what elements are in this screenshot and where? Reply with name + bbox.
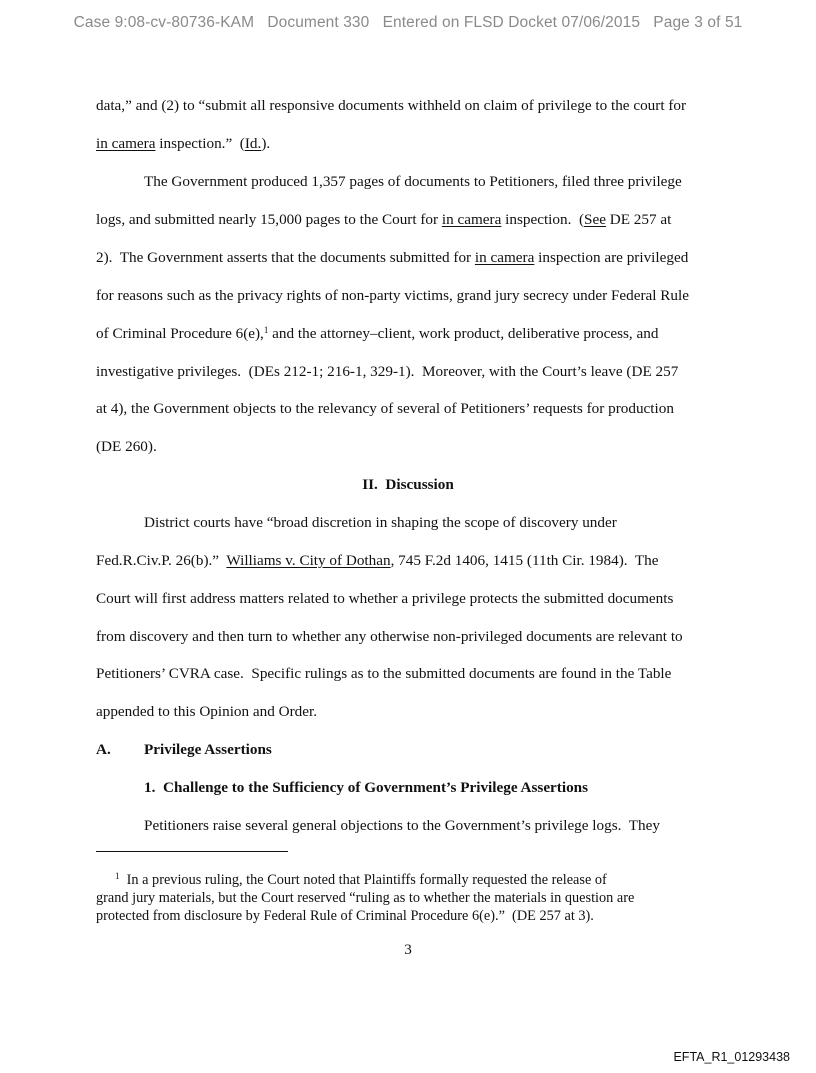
footnote-number: 1 [115, 871, 120, 881]
subheading-a-title: Privilege Assertions [144, 741, 272, 758]
body-line: Court will first address matters related to whether a privilege protects the submitted documents [96, 590, 674, 607]
italic-term: in camera [441, 211, 502, 228]
text-run: and the attorney–client, work product, deliberative process, and [268, 325, 659, 342]
text-run: ). [261, 135, 271, 152]
body-line: The Government produced 1,357 pages of documents to Petitioners, filed three privilege [144, 173, 682, 190]
body-line: at 4), the Government objects to the relevancy of several of Petitioners’ requests for production [96, 400, 674, 417]
text-run: , 745 F.2d 1406, 1415 (11th Cir. 1984). The [390, 552, 659, 569]
body-line: District courts have “broad discretion in shaping the scope of discovery under [144, 514, 617, 531]
text-run: 2). The Government asserts that the documents submitted for [96, 249, 475, 266]
case-citation: Williams v. City of Dothan [226, 552, 391, 569]
text-run: DE 257 at [605, 211, 672, 228]
body-line [96, 248, 816, 268]
page-number: 3 [404, 941, 412, 958]
italic-term: in camera [474, 249, 535, 266]
body-line: investigative privileges. (DEs 212-1; 216-1, 329-1). Moreover, with the Court’s leave (DE 257 [96, 363, 679, 380]
section-heading: II. Discussion [362, 476, 454, 493]
body-line: from discovery and then turn to whether any otherwise non-privileged documents are relevant to [96, 628, 683, 645]
bates-number: EFTA_R1_01293438 [673, 1050, 790, 1064]
footnote-line: protected from disclosure by Federal Rule of Criminal Procedure 6(e).” (DE 257 at 3). [96, 908, 594, 924]
text-run: In a previous ruling, the Court noted that Plaintiffs formally requested the release of [119, 872, 607, 888]
body-line [96, 324, 816, 344]
footnote-line [115, 871, 607, 889]
text-run: inspection. ( [501, 211, 585, 228]
text-run: inspection are privileged [534, 249, 689, 266]
footnote-ref[interactable]: 1 [263, 325, 269, 335]
body-line: Petitioners’ CVRA case. Specific rulings as to the submitted documents are found in the Table [96, 665, 672, 682]
italic-term: in camera [96, 135, 156, 152]
subheading-1: 1. Challenge to the Sufficiency of Government’s Privilege Assertions [144, 779, 589, 796]
footnote-line: grand jury materials, but the Court reserved “ruling as to whether the materials in question are [96, 890, 635, 906]
footnote-divider [96, 851, 288, 852]
ecf-header-stamp: Case 9:08-cv-80736-KAM Document 330 Entered on FLSD Docket 07/06/2015 Page 3 of 51 [73, 14, 743, 31]
body-line: appended to this Opinion and Order. [96, 703, 318, 720]
citation-signal: See [584, 211, 606, 228]
body-line: (DE 260). [96, 438, 157, 455]
subheading-a-label: A. [96, 741, 111, 758]
citation-signal: Id. [244, 135, 262, 152]
text-run: Fed.R.Civ.P. 26(b).” [96, 552, 227, 569]
text-run: of Criminal Procedure 6(e), [96, 325, 264, 342]
body-line: Petitioners raise several general objections to the Government’s privilege logs. They [144, 817, 660, 834]
body-line [96, 134, 816, 154]
body-line: for reasons such as the privacy rights of non-party victims, grand jury secrecy under Federal Rule [96, 287, 689, 304]
body-line: data,” and (2) to “submit all responsive documents withheld on claim of privilege to the court for [96, 97, 687, 114]
text-run: inspection.” ( [155, 135, 245, 152]
body-line [96, 551, 816, 571]
text-run: logs, and submitted nearly 15,000 pages to the Court for [96, 211, 442, 228]
body-line [96, 210, 816, 230]
